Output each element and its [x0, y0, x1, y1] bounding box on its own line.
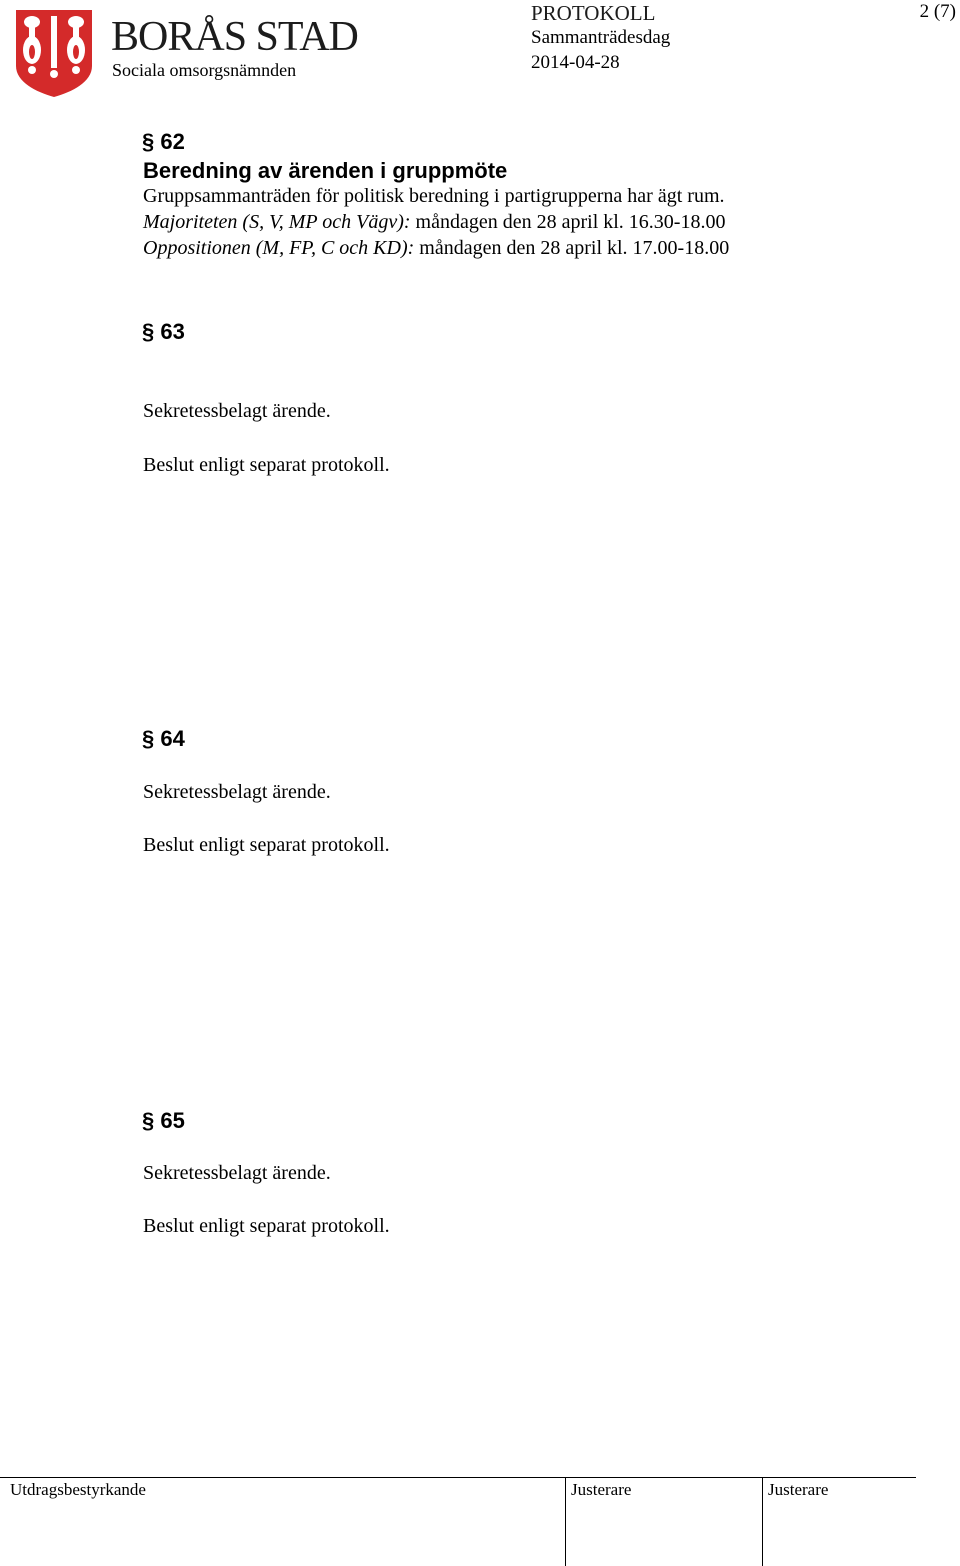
footer-column-divider	[762, 1477, 763, 1566]
page-number: 2 (7)	[919, 1, 956, 22]
meeting-time-text: måndagen den 28 april kl. 16.30-18.00	[410, 211, 726, 233]
body-text: Sekretessbelagt ärende.	[143, 1162, 331, 1184]
meeting-date: 2014-04-28	[531, 52, 620, 73]
body-text: Beslut enligt separat protokoll.	[143, 454, 390, 476]
body-text: Gruppsammanträden för politisk beredning i partigrupperna har ägt rum.	[143, 185, 725, 207]
section-title: Beredning av ärenden i gruppmöte	[143, 158, 508, 183]
body-text	[143, 211, 725, 234]
body-text: Beslut enligt separat protokoll.	[143, 834, 390, 856]
footer-column-divider	[565, 1477, 566, 1566]
certified-label: Utdragsbestyrkande	[10, 1480, 146, 1499]
meeting-type: Sammanträdesdag	[531, 27, 671, 48]
body-text: Sekretessbelagt ärende.	[143, 400, 331, 422]
org-subtitle: Sociala omsorgsnämnden	[112, 60, 297, 80]
party-group-label: Majoriteten (S, V, MP och Vägv):	[143, 211, 411, 233]
party-group-label: Oppositionen (M, FP, C och KD):	[143, 237, 415, 259]
document-type: PROTOKOLL	[531, 1, 656, 25]
adjuster-label: Justerare	[768, 1480, 829, 1499]
body-text: Beslut enligt separat protokoll.	[143, 1215, 390, 1237]
section-number: § 64	[142, 726, 185, 751]
adjuster-label: Justerare	[571, 1480, 632, 1499]
section-number: § 62	[142, 129, 185, 154]
body-text	[143, 237, 729, 260]
body-text: Sekretessbelagt ärende.	[143, 781, 331, 803]
section-number: § 63	[142, 319, 185, 344]
org-name: BORÅS STAD	[111, 14, 358, 60]
boras-coat-of-arms-icon	[14, 8, 94, 98]
meeting-time-text: måndagen den 28 april kl. 17.00-18.00	[414, 237, 730, 259]
section-number: § 65	[142, 1108, 185, 1133]
footer-divider	[0, 1477, 916, 1478]
